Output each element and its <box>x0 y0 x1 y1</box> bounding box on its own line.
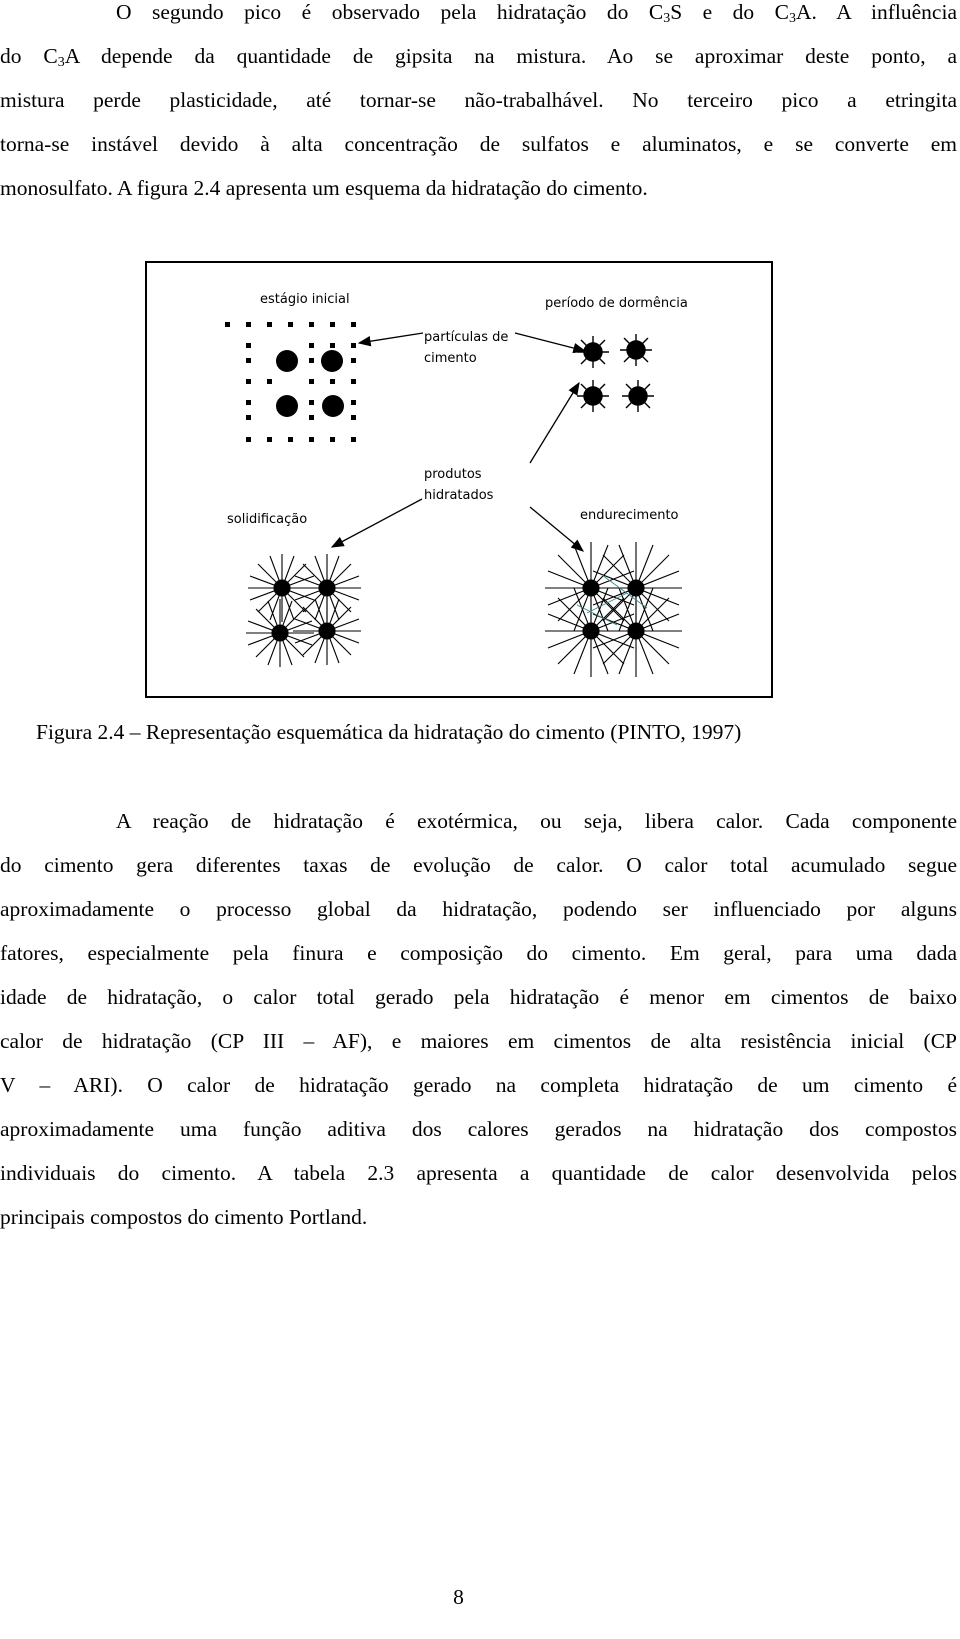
text-run: A. A influência <box>796 0 957 24</box>
paragraph-line: aproximadamente o processo global da hidratação, podendo ser influenciado por alguns <box>0 897 957 921</box>
initial-stage-particles <box>225 322 356 442</box>
paragraph-line <box>116 0 957 27</box>
paragraph-line: torna-se instável devido à alta concentração de sulfatos e aluminatos, e se converte em <box>0 132 957 156</box>
text-run: O segundo pico é observado pela hidratação do C <box>116 0 664 24</box>
solidification-particles <box>246 554 361 667</box>
text-run: do C <box>0 44 58 68</box>
paragraph-line: principais compostos do cimento Portland. <box>0 1205 368 1229</box>
arrow-to-initial <box>359 333 423 343</box>
paragraph-line: calor de hidratação (CP III – AF), e maiores em cimentos de alta resistência inicial (CP <box>0 1029 957 1053</box>
subscript: 3 <box>663 11 671 26</box>
label-hardening: endurecimento <box>580 508 679 523</box>
label-products: hidratados <box>424 488 494 503</box>
arrow-to-dormancy <box>515 333 585 351</box>
figure-caption: Figura 2.4 – Representação esquemática da hidratação do cimento (PINTO, 1997) <box>36 720 742 744</box>
text-run: A depende da quantidade de gipsita na mistura. Ao se aproximar deste ponto, a <box>64 44 957 68</box>
label-dormancy: período de dormência <box>545 296 688 311</box>
label-initial-stage: estágio inicial <box>260 292 350 307</box>
page-number: 8 <box>453 1585 464 1609</box>
dormancy-particles <box>577 334 654 412</box>
label-solidification: solidificação <box>227 512 308 527</box>
hydration-diagram <box>147 263 771 696</box>
hardening-particles <box>545 542 682 677</box>
label-products: produtos <box>424 467 482 482</box>
paragraph-line <box>0 41 957 71</box>
arrow-to-solidification <box>332 499 422 547</box>
paragraph-line: individuais do cimento. A tabela 2.3 apresenta a quantidade de calor desenvolvida pelos <box>0 1161 957 1185</box>
figure-frame <box>145 261 773 698</box>
paragraph-line: idade de hidratação, o calor total gerado pela hidratação é menor em cimentos de baixo <box>0 985 957 1009</box>
text-run: S e do C <box>670 0 789 24</box>
label-particles: partículas de <box>424 330 509 345</box>
paragraph-line: A reação de hidratação é exotérmica, ou seja, libera calor. Cada componente <box>116 809 957 833</box>
subscript: 3 <box>57 55 65 70</box>
subscript: 3 <box>789 11 796 26</box>
paragraph-line: fatores, especialmente pela finura e composição do cimento. Em geral, para uma dada <box>0 941 957 965</box>
arrow-dormancy-link <box>530 383 579 463</box>
paragraph-line: monosulfato. A figura 2.4 apresenta um esquema da hidratação do cimento. <box>0 176 648 200</box>
paragraph-line: aproximadamente uma função aditiva dos calores gerados na hidratação dos compostos <box>0 1117 957 1141</box>
paragraph-line: V – ARI). O calor de hidratação gerado na completa hidratação de um cimento é <box>0 1073 957 1097</box>
label-particles: cimento <box>424 351 477 366</box>
paragraph-line: do cimento gera diferentes taxas de evolução de calor. O calor total acumulado segue <box>0 853 957 877</box>
arrow-to-hardening <box>530 507 583 551</box>
paragraph-line: mistura perde plasticidade, até tornar-se não-trabalhável. No terceiro pico a etringita <box>0 88 957 112</box>
